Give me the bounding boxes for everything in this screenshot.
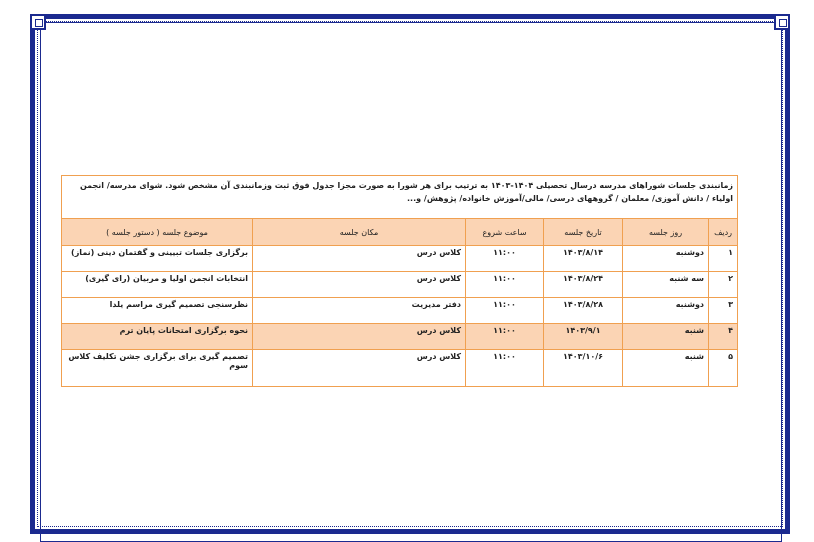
cell-row-number: ۵ bbox=[709, 350, 738, 387]
cell-date: ۱۴۰۳/۹/۱ bbox=[544, 324, 623, 350]
table-row bbox=[62, 298, 738, 324]
table-row bbox=[62, 350, 738, 387]
cell-start-time: ۱۱:۰۰ bbox=[466, 246, 544, 272]
corner-ornament-top-right bbox=[774, 14, 790, 30]
header-date: تاریخ جلسه bbox=[544, 219, 623, 246]
intro-text: زمانبندی جلسات شوراهای مدرسه درسال تحصیلی ۱۴۰۴-۱۴۰۳ به ترتیب برای هر شورا به صورت مجزا جدول فوق ثبت وزمانبندی آن مشخص شود. شوای مدرسه/ انجمن اولیاء / دانش آموزی/ معلمان / گروههای درسی/ مالی/آموزش خانواده/ پژوهش/ و... bbox=[62, 176, 738, 219]
header-place: مکان جلسه bbox=[253, 219, 466, 246]
corner-ornament-top-left bbox=[30, 14, 46, 30]
header-start-time: ساعت شروع bbox=[466, 219, 544, 246]
table-row-highlighted bbox=[62, 324, 738, 350]
header-topic: موضوع جلسه ( دستور جلسه ) bbox=[62, 219, 253, 246]
table-row bbox=[62, 272, 738, 298]
cell-day: شنبه bbox=[623, 350, 709, 387]
cell-place: دفتر مدیریت bbox=[253, 298, 466, 324]
cell-row-number: ۴ bbox=[709, 324, 738, 350]
cell-day: دوشنبه bbox=[623, 298, 709, 324]
council-schedule-table bbox=[61, 175, 738, 387]
cell-start-time: ۱۱:۰۰ bbox=[466, 272, 544, 298]
cell-topic: نحوه برگزاری امتحانات پایان ترم bbox=[62, 324, 253, 350]
cell-topic: تصمیم گیری برای برگزاری جشن تکلیف کلاس سوم bbox=[62, 350, 253, 387]
cell-place: کلاس درس bbox=[253, 350, 466, 387]
cell-date: ۱۴۰۳/۸/۲۸ bbox=[544, 298, 623, 324]
cell-place: کلاس درس bbox=[253, 324, 466, 350]
cell-topic: برگزاری جلسات تبیینی و گفتمان دینی (نماز) bbox=[62, 246, 253, 272]
cell-row-number: ۳ bbox=[709, 298, 738, 324]
header-row-number: ردیف bbox=[709, 219, 738, 246]
cell-day: شنبه bbox=[623, 324, 709, 350]
cell-date: ۱۴۰۳/۸/۱۴ bbox=[544, 246, 623, 272]
cell-topic: نظرسنجی تصمیم گیری مراسم یلدا bbox=[62, 298, 253, 324]
schedule-table-container bbox=[61, 175, 737, 387]
cell-date: ۱۴۰۳/۱۰/۶ bbox=[544, 350, 623, 387]
cell-row-number: ۲ bbox=[709, 272, 738, 298]
cell-row-number: ۱ bbox=[709, 246, 738, 272]
cell-start-time: ۱۱:۰۰ bbox=[466, 298, 544, 324]
cell-day: سه شنبه bbox=[623, 272, 709, 298]
header-day: روز جلسه bbox=[623, 219, 709, 246]
cell-place: کلاس درس bbox=[253, 272, 466, 298]
cell-day: دوشنبه bbox=[623, 246, 709, 272]
cell-topic: انتخابات انجمن اولیا و مربیان (رای گیری) bbox=[62, 272, 253, 298]
cell-date: ۱۴۰۳/۸/۲۴ bbox=[544, 272, 623, 298]
cell-place: کلاس درس bbox=[253, 246, 466, 272]
cell-start-time: ۱۱:۰۰ bbox=[466, 324, 544, 350]
cell-start-time: ۱۱:۰۰ bbox=[466, 350, 544, 387]
table-row bbox=[62, 246, 738, 272]
